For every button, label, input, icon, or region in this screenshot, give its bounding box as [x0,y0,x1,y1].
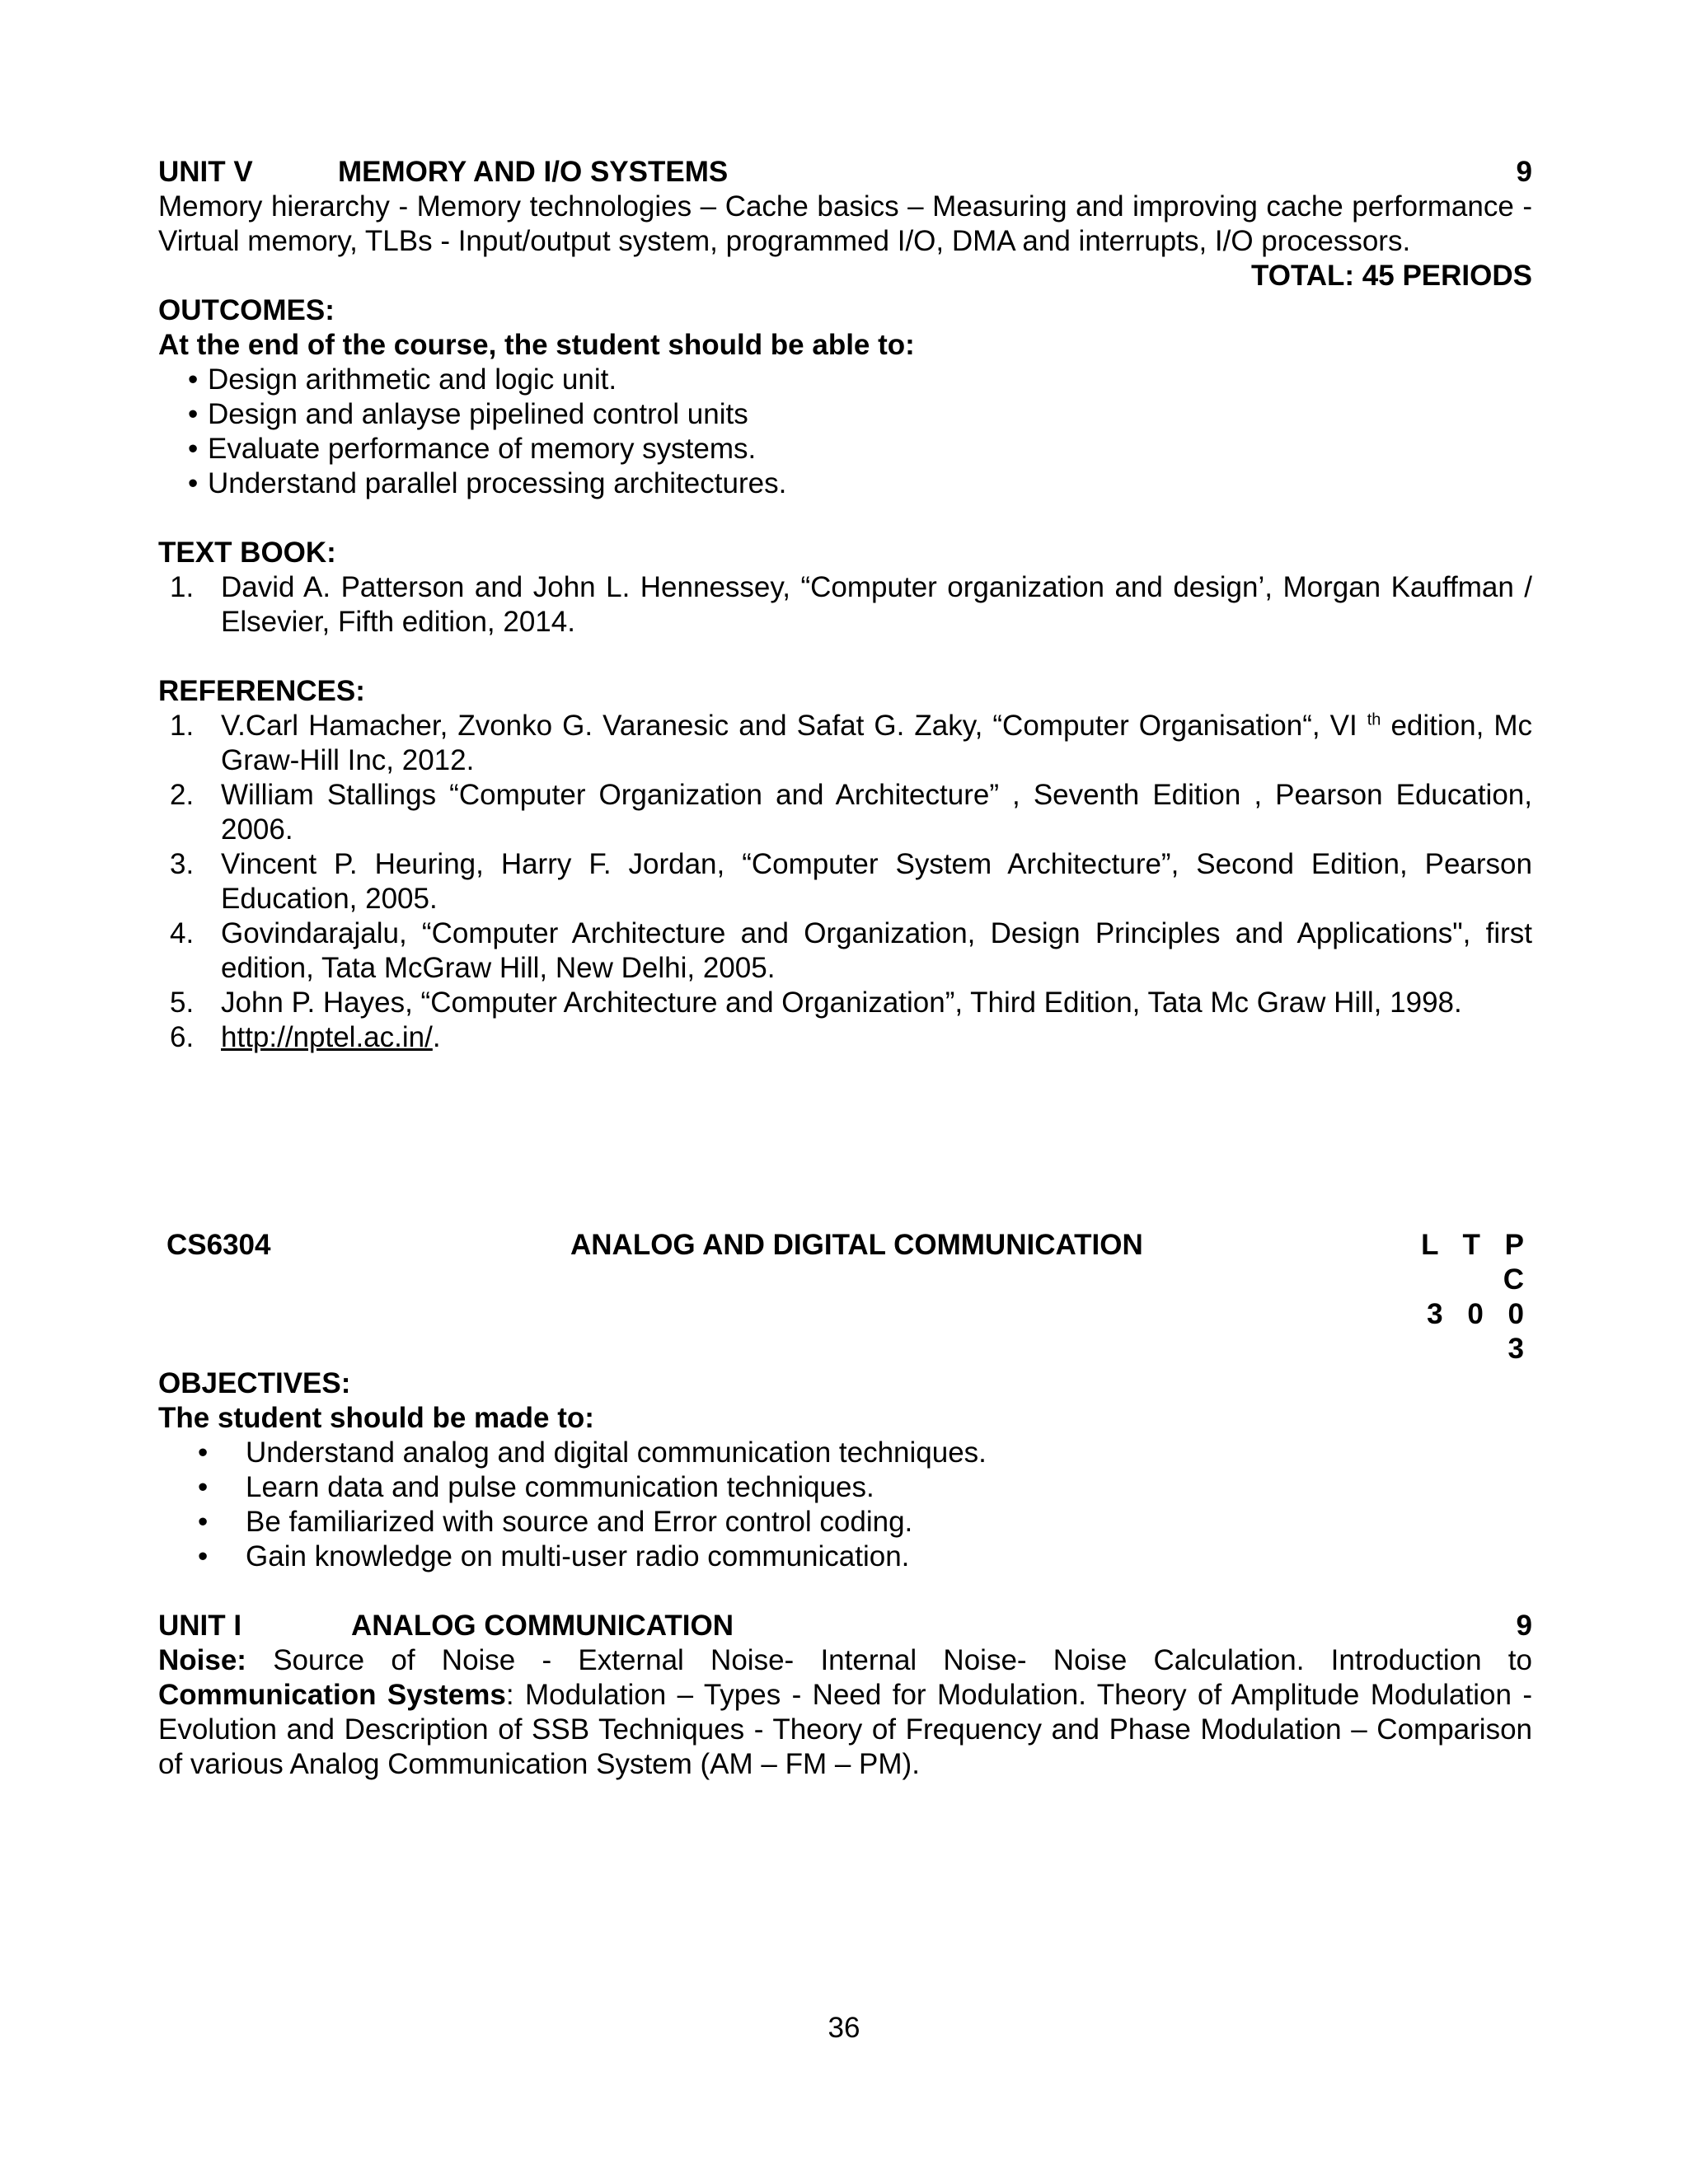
bullet-icon: • [198,1436,209,1469]
objectives-intro: The student should be made to: [158,1402,594,1434]
course-code: CS6304 [166,1229,271,1261]
page-number: 36 [828,2012,860,2044]
outcomes-heading: OUTCOMES: [158,294,335,326]
unit-5-hours: 9 [1516,156,1532,188]
list-item: • Be familiarized with source and Error control coding. [198,1506,913,1538]
ltpc-header: L T P C [1421,1229,1532,1296]
bullet-icon: • [198,1471,209,1503]
unit-1-title: ANALOG COMMUNICATION [351,1610,734,1642]
unit-1-content: Noise: Source of Noise - External Noise- Internal Noise- Noise Calculation. Introduction to Communication Systems: Modulation – Types - Need for Modulation. Theory of Amplitude Modulation - Evolution and Description of SSB Techniques - Theory of Frequency and Phase Modulation – Comparison of various Analog Communication System (AM – FM – PM). [158,1644,1533,1780]
ltpc-values: 3 0 0 3 [1427,1298,1532,1365]
outcomes-intro: At the end of the course, the student should be able to: [158,329,915,361]
list-item: 3. Vincent P. Heuring, Harry F. Jordan, “Computer System Architecture”, Second Edition, Pearson Education, 2005. [170,848,1532,915]
outcomes-list [158,363,1532,501]
unit-5-content: Memory hierarchy - Memory technologies – Cache basics – Measuring and improving cache performance - Virtual memory, TLBs - Input/output system, programmed I/O, DMA and interrupts, I/O processors. [158,190,1532,257]
total-periods: TOTAL: 45 PERIODS [1251,260,1532,292]
list-item: • Design and anlayse pipelined control units [188,398,748,430]
unit-1-header [158,1609,1532,1643]
list-item: 4. Govindarajalu, “Computer Architecture and Organization, Design Principles and Applications", first edition, Tata McGraw Hill, New Delhi, 2005. [170,917,1532,984]
list-item: 6. http://nptel.ac.in/. [170,1021,441,1053]
list-item: • Design arithmetic and logic unit. [188,363,617,396]
unit-5-header [158,155,1532,190]
bullet-icon: • [188,467,199,499]
references-heading: REFERENCES: [158,675,365,707]
course-title: ANALOG AND DIGITAL COMMUNICATION [570,1229,1143,1261]
textbook-list [158,570,1532,640]
list-item: 5. John P. Hayes, “Computer Architecture and Organization”, Third Edition, Tata Mc Graw Hill, 1998. [170,987,1462,1019]
objectives-heading: OBJECTIVES: [158,1367,351,1399]
list-item: 1. David A. Patterson and John L. Hennessey, “Computer organization and design’, Morgan Kauffman / Elsevier, Fifth edition, 2014. [170,571,1532,638]
syllabus-page [158,155,1532,1782]
unit-1-label: UNIT I [158,1610,242,1642]
list-item: 1. V.Carl Hamacher, Zvonko G. Varanesic and Safat G. Zaky, “Computer Organisation“, VI $^{th}$ edition, Mc Graw-Hill Inc, 2012. [170,710,1533,776]
course-header [158,1228,1532,1297]
textbook-heading: TEXT BOOK: [158,537,336,569]
list-item: • Evaluate performance of memory systems. [188,433,757,465]
objectives-list [158,1436,1532,1574]
references-list [158,709,1532,1055]
bullet-icon: • [188,398,199,430]
nptel-link[interactable]: http://nptel.ac.in/ [221,1021,433,1053]
unit-1-hours: 9 [1516,1610,1532,1642]
unit-5-title: MEMORY AND I/O SYSTEMS [338,156,729,188]
list-item: • Gain knowledge on multi-user radio communication. [198,1540,910,1572]
list-item: 2. William Stallings “Computer Organization and Architecture” , Seventh Edition , Pearson Education, 2006. [170,779,1532,846]
bullet-icon: • [188,433,199,465]
list-item: • Understand analog and digital communication techniques. [198,1436,987,1469]
list-item: • Understand parallel processing architectures. [188,467,787,499]
bullet-icon: • [198,1540,209,1572]
bullet-icon: • [198,1506,209,1538]
bullet-icon: • [188,363,199,396]
list-item: • Learn data and pulse communication techniques. [198,1471,874,1503]
unit-5-label: UNIT V [158,156,253,188]
